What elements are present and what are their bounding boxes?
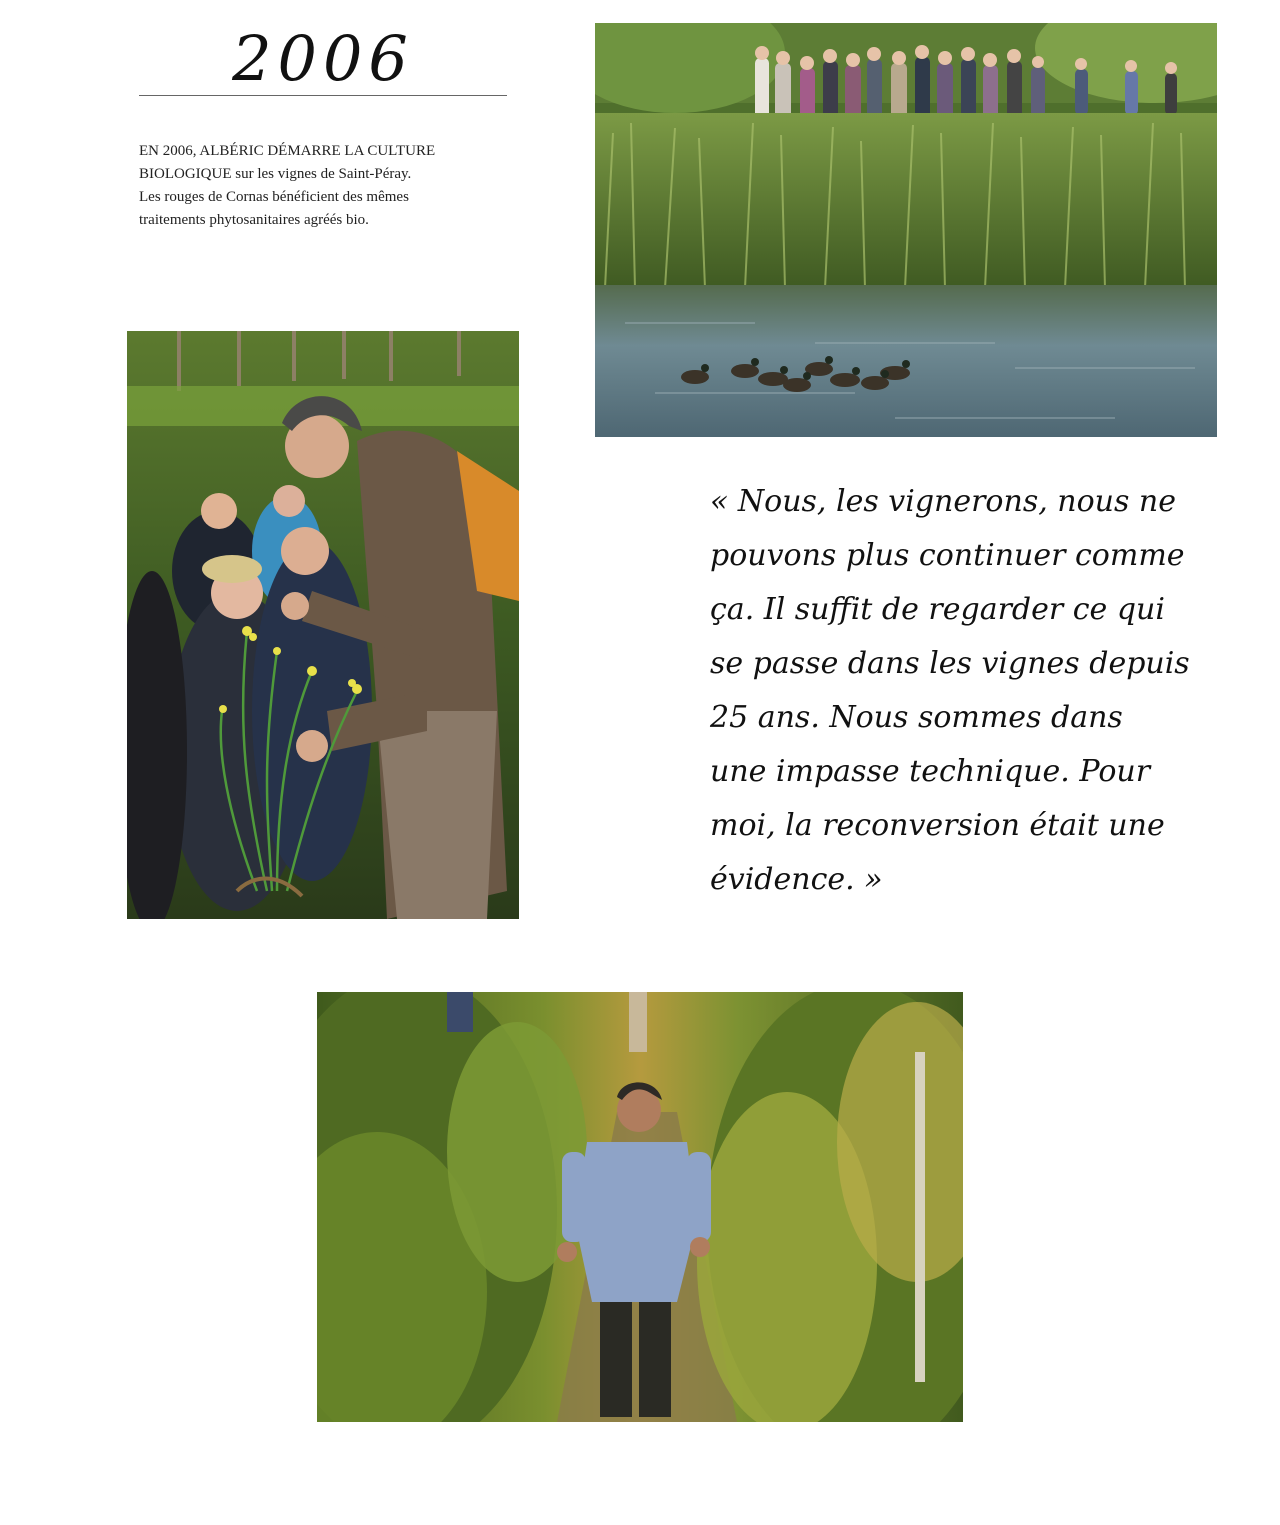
year-divider	[139, 95, 507, 96]
quote-line: « Nous, les vignerons, nous ne	[710, 484, 1176, 519]
year-heading: 2006	[232, 22, 414, 95]
photo-pond-ducks	[595, 23, 1217, 437]
winemaker-plants-image	[127, 331, 519, 919]
quote-line: se passe dans les vignes depuis	[710, 646, 1190, 681]
quote-line: pouvons plus continuer comme	[710, 538, 1185, 573]
quote-line: évidence. »	[710, 862, 883, 897]
quote-line: 25 ans. Nous sommes dans	[710, 700, 1123, 735]
intro-paragraph	[139, 140, 519, 232]
intro-lead-caps-1: EN 2006, ALBÉRIC DÉMARRE LA CULTURE	[139, 143, 436, 159]
quote-line: moi, la reconversion était une	[710, 808, 1165, 843]
quote-line: une impasse technique. Pour	[710, 754, 1151, 789]
intro-line-4: traitements phytosanitaires agréés bio.	[139, 212, 369, 228]
winemaker-quote	[710, 475, 1220, 907]
winemaker-vineyard-image	[317, 992, 963, 1422]
intro-lead-caps-2: BIOLOGIQUE	[139, 166, 232, 182]
intro-line-3: Les rouges de Cornas bénéficient des mêmes	[139, 189, 409, 205]
pond-ducks-image	[595, 23, 1217, 437]
quote-line: ça. Il suffit de regarder ce qui	[710, 592, 1165, 627]
photo-winemaker-vineyard	[317, 992, 963, 1422]
photo-winemaker-plants	[127, 331, 519, 919]
intro-line-2-rest: sur les vignes de Saint-Péray.	[231, 166, 412, 182]
